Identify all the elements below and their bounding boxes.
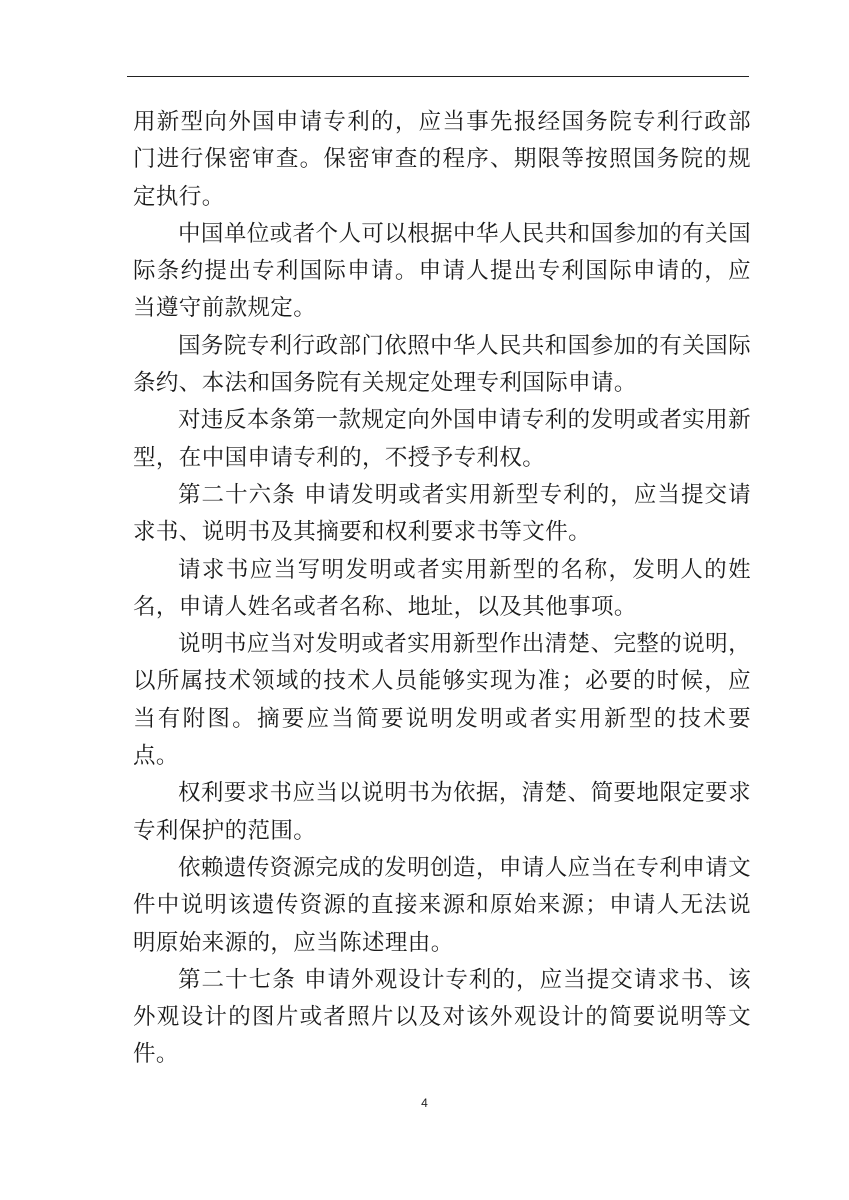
paragraph: 请求书应当写明发明或者实用新型的名称，发明人的姓名，申请人姓名或者名称、地址，以及其他事项。 <box>133 556 751 620</box>
paragraph: 用新型向外国申请专利的，应当事先报经国务院专利行政部门进行保密审查。保密审查的程序、期限等按照国务院的规定执行。 <box>133 109 751 210</box>
page-number: 4 <box>421 1096 428 1110</box>
article-27-paragraph: 第二十七条 申请外观设计专利的，应当提交请求书、该外观设计的图片或者照片以及对该外观设计的简要说明等文件。 <box>133 966 751 1068</box>
paragraph: 中国单位或者个人可以根据中华人民共和国参加的有关国际条约提出专利国际申请。申请人提出专利国际申请的，应当遵守前款规定。 <box>133 220 751 322</box>
paragraph: 对违反本条第一款规定向外国申请专利的发明或者实用新型，在中国申请专利的，不授予专利权。 <box>133 407 751 471</box>
paragraph: 国务院专利行政部门依照中华人民共和国参加的有关国际条约、本法和国务院有关规定处理专利国际申请。 <box>133 332 751 397</box>
article-26-paragraph: 第二十六条 申请发明或者实用新型专利的，应当提交请求书、说明书及其摘要和权利要求书等文件。 <box>133 481 751 546</box>
paragraph: 依赖遗传资源完成的发明创造，申请人应当在专利申请文件中说明该遗传资源的直接来源和原始来源；申请人无法说明原始来源的，应当陈述理由。 <box>133 854 751 956</box>
header-rule <box>127 76 749 77</box>
paragraph: 权利要求书应当以说明书为依据，清楚、简要地限定要求专利保护的范围。 <box>133 780 751 844</box>
document-body <box>133 104 751 1074</box>
paragraph: 说明书应当对发明或者实用新型作出清楚、完整的说明，以所属技术领域的技术人员能够实现为准；必要的时候，应当有附图。摘要应当简要说明发明或者实用新型的技术要点。 <box>133 631 751 770</box>
